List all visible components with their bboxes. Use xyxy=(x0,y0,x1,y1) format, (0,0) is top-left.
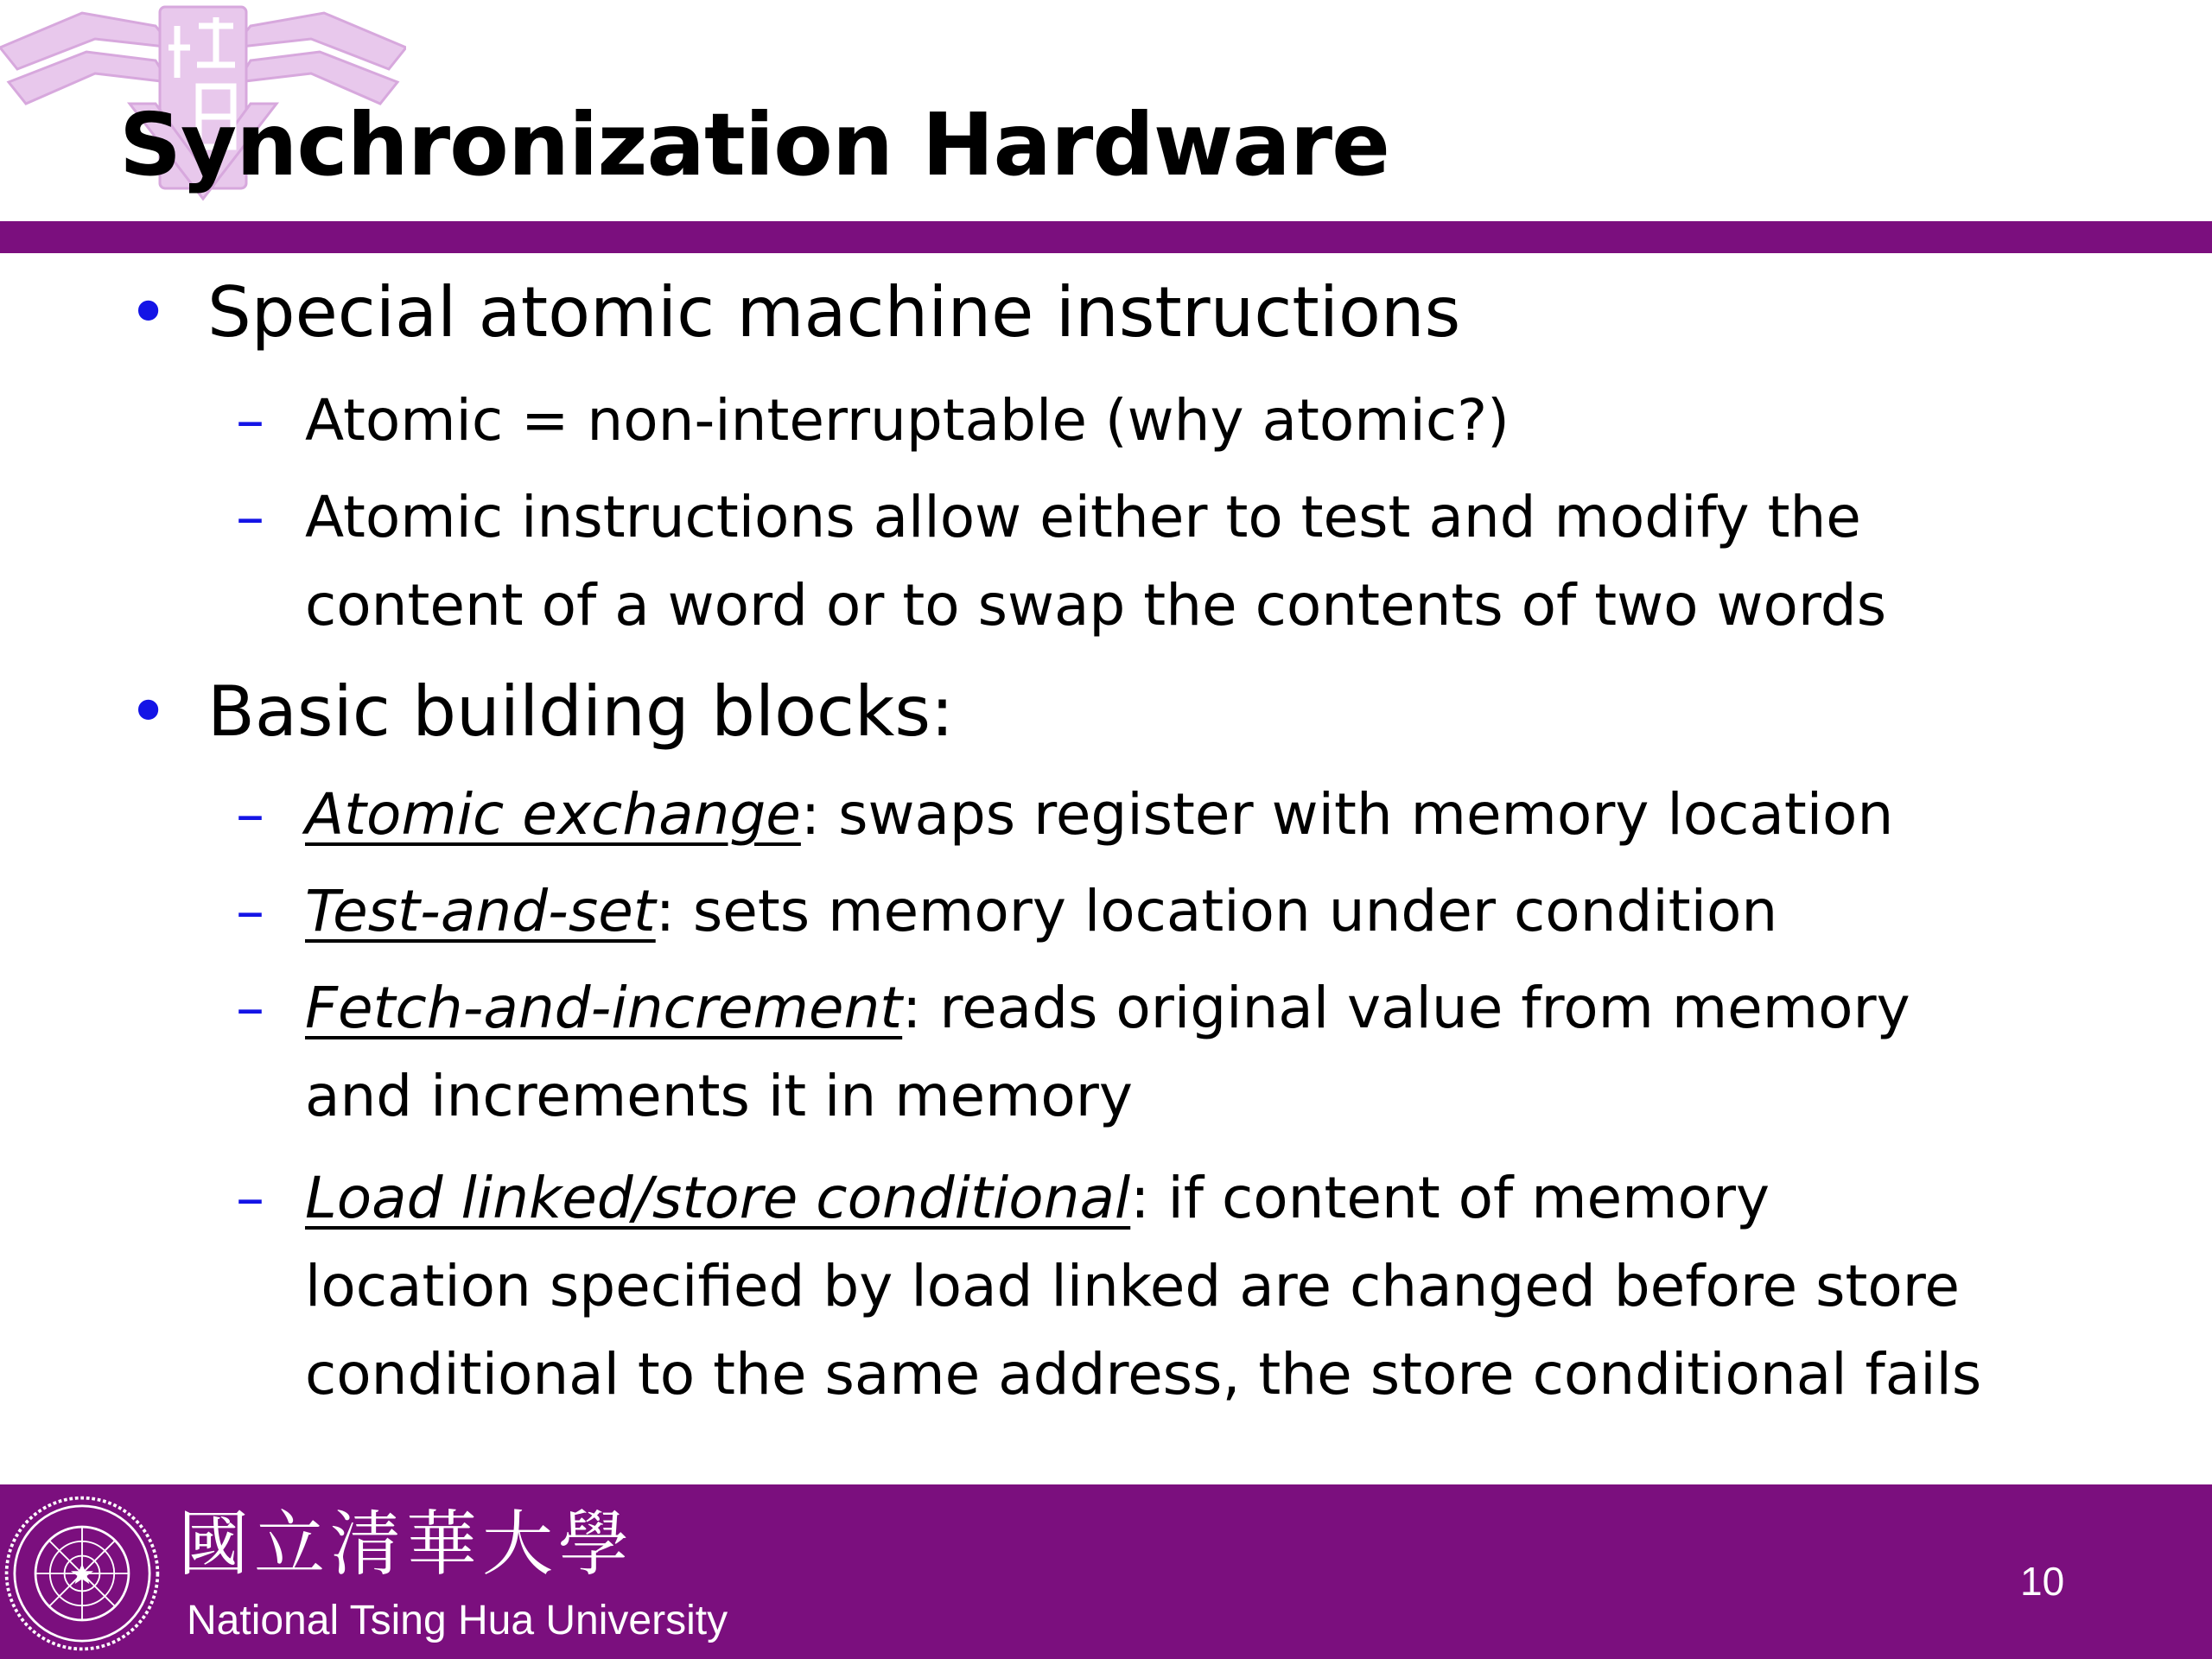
bullet-item xyxy=(128,271,1461,354)
sub-bullet-item xyxy=(236,1154,1982,1419)
bullet-dot-icon: • xyxy=(128,272,169,353)
dash-bullet-icon: – xyxy=(236,781,264,848)
sub-bullet-item xyxy=(236,964,1910,1141)
term-description-continued: conditional to the same address, the store conditional fails xyxy=(305,1341,1982,1408)
slide-title: Synchronization Hardware xyxy=(119,94,1389,195)
university-name-chinese: 國立清華大學 xyxy=(178,1503,635,1586)
dash-bullet-icon: – xyxy=(236,1165,264,1231)
university-seal-icon xyxy=(2,1493,162,1654)
university-name-english: National Tsing Hua University xyxy=(187,1598,728,1643)
sub-bullet-text-continued: content of a word or to swap the contents of two words xyxy=(305,572,1887,639)
term-label: Test-and-set xyxy=(305,878,656,944)
term-description: : sets memory location under condition xyxy=(655,878,1778,944)
dash-bullet-icon: – xyxy=(236,484,264,550)
term-description: : reads original value from memory xyxy=(902,975,1910,1041)
term-description: : swaps register with memory location xyxy=(800,781,1894,848)
term-label: Atomic exchange xyxy=(305,781,801,848)
page-number: 10 xyxy=(2020,1559,2065,1604)
term-label: Fetch-and-increment xyxy=(305,975,903,1041)
dash-bullet-icon: – xyxy=(236,387,264,454)
dash-bullet-icon: – xyxy=(236,975,264,1041)
bullet-text: Special atomic machine instructions xyxy=(207,272,1461,353)
sub-bullet-item xyxy=(236,868,1778,956)
term-description: : if content of memory xyxy=(1130,1165,1770,1231)
term-label: Load linked/store conditional xyxy=(305,1165,1131,1231)
title-divider-bar xyxy=(0,221,2212,253)
sub-bullet-text: Atomic instructions allow either to test and modify the xyxy=(305,484,1861,550)
term-description-continued: and increments it in memory xyxy=(305,1063,1133,1129)
term-description-continued: location specified by load linked are changed before store xyxy=(305,1253,1961,1319)
sub-bullet-text: Atomic = non-interruptable (why atomic?) xyxy=(305,387,1510,454)
sub-bullet-item xyxy=(236,771,1894,859)
bullet-item xyxy=(128,671,954,753)
bullet-text: Basic building blocks: xyxy=(207,671,954,752)
dash-bullet-icon: – xyxy=(236,878,264,944)
sub-bullet-item xyxy=(236,377,1510,465)
bullet-dot-icon: • xyxy=(128,671,169,752)
sub-bullet-item xyxy=(236,474,1887,650)
